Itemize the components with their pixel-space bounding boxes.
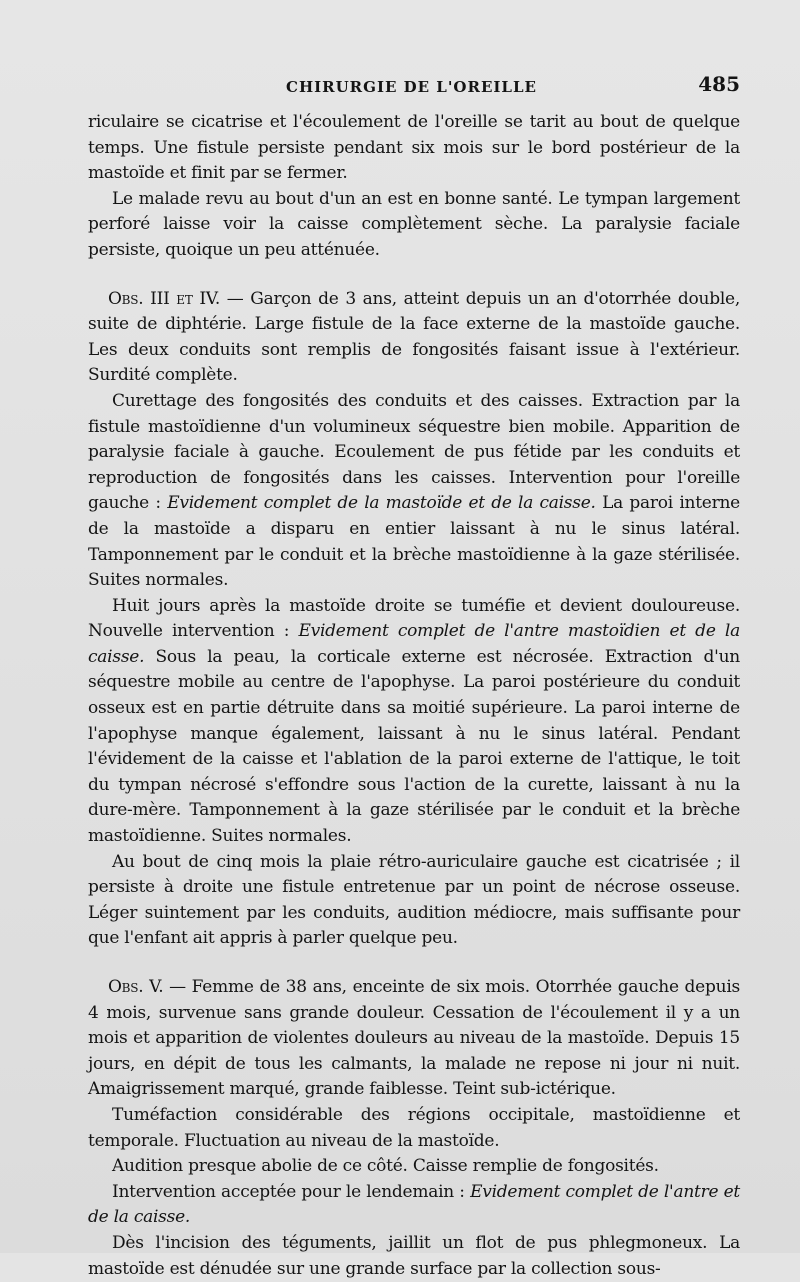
paragraph-text: La paroi interne de la mastoïde a disparu en entier laissant à nu le sinus latéral. Tamponnement par le conduit et la brèche mastoïdienne à la gaze stérilisée. Suites normales. [88, 493, 740, 591]
observation-text: — Garçon de 3 ans, atteint depuis un an d'otorrhée double, suite de diphtérie. Large fistule de la face externe de la mastoïde gauche. Les deux conduits sont remplis de fongosités faisant issue à l'extérieur. Surdité complète. [88, 288, 740, 386]
paragraph: riculaire se cicatrise et l'écoulement de l'oreille se tarit au bout de quelque temps. Une fistule persiste pendant six mois sur le bord postérieur de la mastoïde et finit par se fermer. [88, 112, 740, 184]
paragraph: Tuméfaction considérable des régions occipitale, mastoïdienne et temporale. Fluctuation au niveau de la mastoïde. [88, 1104, 740, 1151]
observation-paragraph [88, 975, 740, 1103]
paragraph [88, 594, 740, 850]
page-number: 485 [698, 72, 740, 96]
paragraph: Le malade revu au bout d'un an est en bonne santé. Le tympan largement perforé laisse voir la caisse complètement sèche. La paralysie faciale persiste, quoique un peu atténuée. [88, 188, 740, 260]
page-body [88, 110, 740, 1282]
page-header [88, 72, 740, 102]
paragraph-text: Huit jours après la mastoïde droite se tuméfie et devient douloureuse. Nouvelle intervention : [88, 595, 740, 642]
observation-label: Obs. V. [108, 977, 164, 997]
paragraph: Au bout de cinq mois la plaie rétro-auriculaire gauche est cicatrisée ; il persiste à droite une fistule entretenue par un point de nécrose osseuse. Léger suintement par les conduits, audition médiocre, mais suffisante pour que l'enfant ait appris à parler quelque peu. [88, 851, 740, 949]
paragraph-text: Curettage des fongosités des conduits et des caisses. Extraction par la fistule mastoïdienne d'un volumineux séquestre bien mobile. Apparition de paralysie faciale à gauche. Ecoulement de pus fétide par les conduits et reproduction de fongosités dans les caisses. Intervention pour l'oreille gauche : [88, 390, 740, 514]
observation-paragraph [88, 287, 740, 389]
paragraph [88, 1180, 740, 1231]
procedure-name: Evidement complet de l'antre mastoïdien et de la caisse. [88, 621, 740, 667]
paragraph: Dès l'incision des téguments, jaillit un flot de pus phlegmoneux. La mastoïde est dénudée sur une grande surface par la collection sous- [88, 1232, 740, 1279]
running-title: CHIRURGIE DE L'OREILLE [286, 78, 537, 96]
paragraph-text: Intervention acceptée pour le lendemain : [112, 1181, 471, 1202]
procedure-name: Evidement complet de l'antre et de la caisse. [88, 1181, 740, 1228]
observation-text: — Femme de 38 ans, enceinte de six mois. Otorrhée gauche depuis 4 mois, survenue sans grande douleur. Cessation de l'écoulement il y a un mois et apparition de violentes douleurs au niveau de la mastoïde. Depuis 15 jours, en dépit de tous les calmants, la malade ne repose ni jour ni nuit. Amaigrissement marqué, grande faiblesse. Teint sub-ictérique. [88, 977, 740, 1100]
procedure-name: Evidement complet de la mastoïde et de la caisse. [167, 493, 596, 514]
paragraph: Audition presque abolie de ce côté. Caisse remplie de fongosités. [112, 1156, 659, 1177]
observation-label: Obs. III et IV. [108, 288, 221, 309]
paragraph [88, 389, 740, 594]
paragraph-text: Sous la peau, la corticale externe est nécrosée. Extraction d'un séquestre mobile au centre de l'apophyse. La paroi postérieure du conduit osseux est en partie détruite dans sa moitié supérieure. La paroi interne de l'apophyse manque également, laissant à nu le sinus latéral. Pendant l'évidement de la caisse et l'ablation de la paroi externe de l'attique, le toit du tympan nécrosé s'effondre sous l'action de la curette, laissant à nu la dure-mère. Tamponnement à la gaze stérilisée par le conduit et la brèche mastoïdienne. Suites normales. [88, 646, 740, 847]
